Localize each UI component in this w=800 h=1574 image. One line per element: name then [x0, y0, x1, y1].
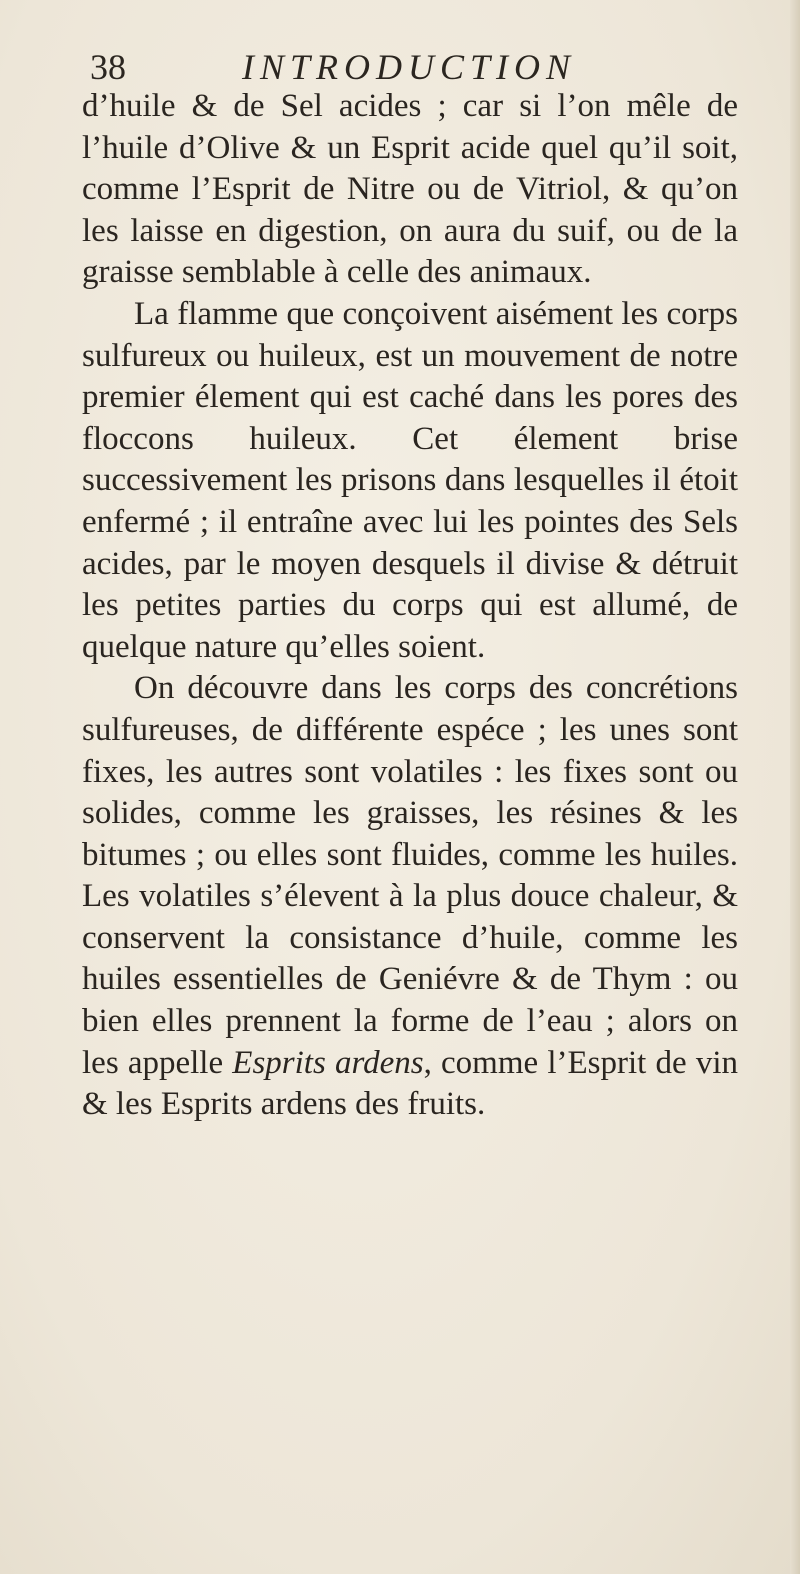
body-text	[82, 86, 738, 1126]
page-number: 38	[90, 47, 126, 87]
running-title: INTRODUCTION	[242, 47, 577, 87]
paragraph-3-text-after: , comme l’Esprit de vin & les Esprits ardens des fruits.	[82, 1044, 738, 1123]
page-header	[90, 44, 730, 90]
page-edge	[790, 0, 800, 1574]
paragraph-2-text: La flamme que conçoivent aisément les corps sulfureux ou huileux, est un mouvement de notre premier élement qui est caché dans les pores des floccons huileux. Cet élement brise successivement les prisons dans lesquelles il étoit enfermé ; il entraîne avec lui les pointes des Sels acides, par le moyen desquels il divise & détruit les petites parties du corps qui est allumé, de quelque nature qu’elles soient.	[82, 295, 738, 665]
paragraph-3-italic-term: Esprits ardens	[232, 1044, 424, 1081]
paragraph-1	[82, 86, 738, 294]
paragraph-3-text-before: On découvre dans les corps des concrétions sulfureuses, de différente espéce ; les unes sont fixes, les autres sont volatiles : les fixes sont ou solides, comme les graisses, les résines & les bitumes ; ou elles sont fluides, comme les huiles. Les volatiles s’élevent à la plus douce chaleur, & conservent la consistance d’huile, comme les huiles essentielles de Geniévre & de Thym : ou bien elles prennent la forme de l’eau ; alors on les appelle	[82, 670, 738, 1081]
paragraph-3	[82, 668, 738, 1126]
paragraph-2	[82, 294, 738, 668]
paragraph-1-text: d’huile & de Sel acides ; car si l’on mêle de l’huile d’Olive & un Esprit acide quel qu’il soit, comme l’Esprit de Nitre ou de Vitriol, & qu’on les laisse en digestion, on aura du suif, ou de la graisse semblable à celle des animaux.	[82, 88, 738, 291]
